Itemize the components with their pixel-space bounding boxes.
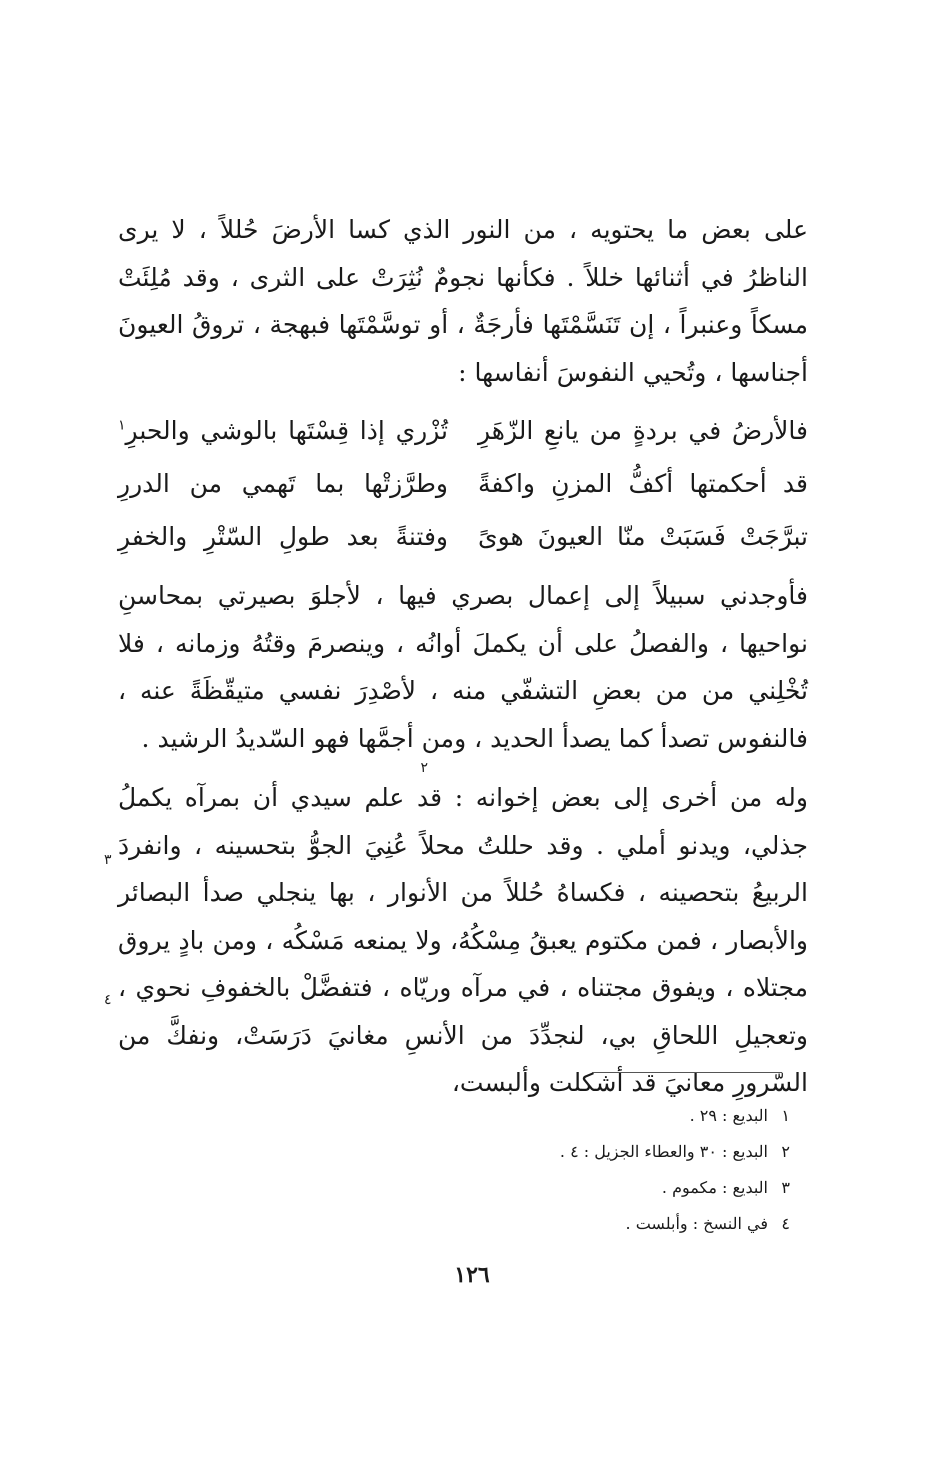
- verse-line-2: [118, 457, 808, 510]
- page-number: ١٢٦: [454, 1262, 490, 1288]
- paragraph-3-text: وله من أخرى إلى بعض إخوانه : قد علم سيدي أن بمرآه يكملُ جذلي، ويدنو أملي . وقد حللتُ محلاً عُنِيَ الجوُّ بتحسينه ، وانفردَ الربيعُ بتحصينه ، فكساهُ حُللاً من الأنوار ، بها ينجلي صدأ البصائر والأبصار ، فمن مكتوم يعبقُ مِسْكُهُ، ولا يمنعه مَسْكُه ، ومن بادٍ يروق مجتلاه ، ويفوق مجتناه ، في مرآه وريّاه ، فتفضَّلْ بالخفوفِ نحوي ، وتعجيلِ اللحاقِ بي، لنجدِّدَ من الأنسِ مغانيَ دَرَسَتْ، ونفكَّ من السّرورِ معانيَ قد أشكلت وألبست،: [118, 783, 808, 1097]
- footnote-2-text: البديع : ٣٠ والعطاء الجزيل : ٤ .: [559, 1142, 768, 1161]
- verse-1-second-hemistich: [118, 404, 448, 457]
- footnote-4-number: ٤: [781, 1214, 790, 1233]
- footnote-3: [440, 1170, 790, 1206]
- verse-2-first-hemistich: قد أحكمتها أكفُّ المزنِ واكفةً: [478, 469, 808, 498]
- footnote-2: [440, 1134, 790, 1170]
- verse-line-1: [118, 404, 808, 457]
- verse-block: [118, 404, 808, 563]
- paragraph-1: [118, 206, 808, 396]
- footnote-4: [440, 1206, 790, 1242]
- paragraph-2: [118, 572, 808, 762]
- verse-2-second-hemistich: وطرَّزتْها بما تَهمي من الدررِ: [118, 469, 448, 498]
- footnote-4-text: في النسخ : وأبلست .: [625, 1214, 768, 1233]
- verse-3-first-hemistich: تبرَّجَتْ فَسَبَتْ منّا العيونَ هوىً: [478, 522, 808, 551]
- paragraph-3: وله من أخرى إلى بعض إخوانه : قد علم سيدي أن بمرآه يكملُ جذلي، ويدنو أملي . وقد حللتُ محلاً عُنِيَ الجوُّ بتحسينه ، وانفردَ الربيعُ بتحصينه ، فكساهُ حُللاً من الأنوار ، بها ينجلي صدأ البصائر والأبصار ، فمن مكتوم يعبقُ مِسْكُهُ، ولا يمنعه مَسْكُه ، ومن بادٍ يروق مجتلاه ، ويفوق مجتناه ، في مرآه وريّاه ، فتفضَّلْ بالخفوفِ نحوي ، وتعجيلِ اللحاقِ بي، لنجدِّدَ من الأنسِ مغانيَ دَرَسَتْ، ونفكَّ من السّرورِ معانيَ قد أشكلت وألبست، ٢ ٣ ٤: [118, 774, 808, 1107]
- footnote-3-number: ٣: [781, 1178, 790, 1197]
- verse-1-second-hemistich-text: تُزْري إذا قِسْتَها بالوشي والحبرِ: [125, 416, 448, 445]
- footnotes: [440, 1098, 790, 1242]
- footnote-1-number: ١: [781, 1106, 790, 1125]
- footnote-3-text: البديع : مكموم .: [661, 1178, 768, 1197]
- footnote-1: [440, 1098, 790, 1134]
- footnote-2-number: ٢: [781, 1142, 790, 1161]
- footnote-separator: [592, 1072, 782, 1073]
- verse-1-first-hemistich-text: فالأرضُ في بردةٍ من يانعِ الزّهَرِ: [478, 416, 808, 445]
- footnote-1-text: البديع : ٢٩ .: [689, 1106, 768, 1125]
- verse-line-3: [118, 510, 808, 563]
- paragraph-2-text: فأوجدني سبيلاً إلى إعمال بصري فيها ، لأجلوَ بصيرتي بمحاسنِ نواحيها ، والفصلُ على أن يكملَ أوانُه ، وينصرمَ وقتُهُ وزمانه ، فلا تُخْلِني من من بعضِ التشفّي منه ، لأصْدِرَ نفسي متيقّظَةً عنه ، فالنفوس تصدأ كما يصدأ الحديد ، ومن أجمَّها فهو السّديدُ الرشيد .: [118, 581, 808, 753]
- verse-3-second-hemistich: وفتنةً بعد طولِ السّتْرِ والخفرِ: [118, 522, 448, 551]
- verse-1-first-hemistich: [478, 404, 808, 457]
- footnote-marker-1: ١: [118, 417, 126, 434]
- paragraph-1-text: على بعض ما يحتويه ، من النور الذي كسا الأرضَ حُللاً ، لا يرى الناظرُ في أثنائها خللاً . فكأنها نجومٌ نُثِرَتْ على الثرى ، وقد مُلِئَتْ مسكاً وعنبراً ، إن تَنَسَّمْتَها فأرجَةٌ ، أو توسَّمْتَها فبهجة ، تروقُ العيونَ أجناسها ، وتُحيي النفوسَ أنفاسها :: [118, 215, 808, 387]
